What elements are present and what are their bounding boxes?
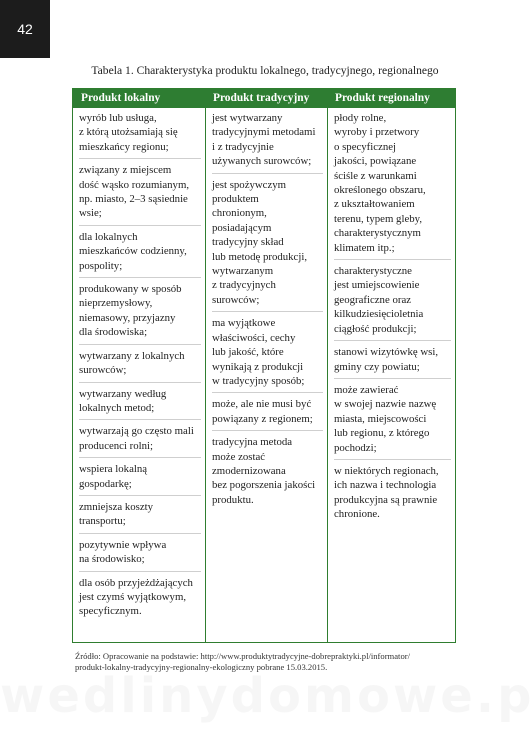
table-cell-item: płody rolne, wyroby i przetwory o specyficznej jakości, powiązane ściśle z warunkami określonego obszaru, z ukształtowaniem terenu, typem gleby, charakterystycznym klimatem itp.; [334,111,451,260]
table-cell-item: może zawierać w swojej nazwie nazwę miasta, miejscowości lub regionu, z którego pochodzi; [334,383,451,460]
table-cell-item: produkowany w sposób nieprzemysłowy, niemasowy, przyjazny dla środowiska; [79,282,201,345]
table-cell-item: dla lokalnych mieszkańców codzienny, pospolity; [79,230,201,278]
table-cell-item: jest spożywczym produktem chronionym, posiadającym tradycyjny skład lub metodę produkcji, wytwarzanym z tradycyjnych surowców; [212,178,323,313]
header-local-product: Produkt lokalny [81,92,161,104]
table-cell-item: związany z miejscem dość wąsko rozumianym, np. miasto, 2–3 sąsiednie wsie; [79,163,201,226]
table-cell-item: ma wyjątkowe właściwości, cechy lub jakość, które wynikają z produkcji w tradycyjny sposób; [212,316,323,393]
table-cell-item: pozytywnie wpływa na środowisko; [79,538,201,572]
header-regional-product: Produkt regionalny [335,92,430,104]
characteristics-table [72,88,456,643]
table-cell-item: dla osób przyjeżdżających jest czymś wyjątkowym, specyficznym. [79,576,193,618]
table-cell-item: zmniejsza koszty transportu; [79,500,201,534]
header-traditional-product: Produkt tradycyjny [213,92,310,104]
column-regional-product [327,108,455,642]
table-cell-item: jest wytwarzany tradycyjnymi metodami i z tradycyjnie używanych surowców; [212,111,323,174]
table-header-row [73,89,455,108]
column-traditional-product [205,108,327,642]
table-cell-item: może, ale nie musi być powiązany z regionem; [212,397,323,431]
table-caption: Tabela 1. Charakterystyka produktu lokalnego, tradycyjnego, regionalnego [91,64,439,77]
table-cell-item: charakterystyczne jest umiejscowienie geograficzne oraz kilkudziesięcioletnia ciągłość produkcji; [334,264,451,341]
page-number: 42 [0,0,50,58]
watermark [0,668,530,724]
table-cell-item: wytwarzany według lokalnych metod; [79,387,201,421]
table-cell-item: stanowi wizytówkę wsi, gminy czy powiatu; [334,345,451,379]
source-line-1: Źródło: Opracowanie na podstawie: http://www.produktytradycyjne-dobrepraktyki.pl/informator/ [75,651,410,661]
table-cell-item: wytwarzają go często mali producenci rolni; [79,424,201,458]
table-cell-item: tradycyjna metoda może zostać zmodernizowana bez pogorszenia jakości produktu. [212,436,316,506]
table-cell-item: wyrób lub usługa, z którą utożsamiają się mieszkańcy regionu; [79,111,201,159]
table-cell-item: wytwarzany z lokalnych surowców; [79,349,201,383]
table-cell-item: w niektórych regionach, ich nazwa i technologia produkcyjna są prawnie chronione. [334,464,439,521]
column-local-product [73,108,205,642]
table-cell-item: wspiera lokalną gospodarkę; [79,462,201,496]
source-line-2: produkt-lokalny-tradycyjny-regionalny-ekologiczny pobrane 15.03.2015. [75,662,328,672]
